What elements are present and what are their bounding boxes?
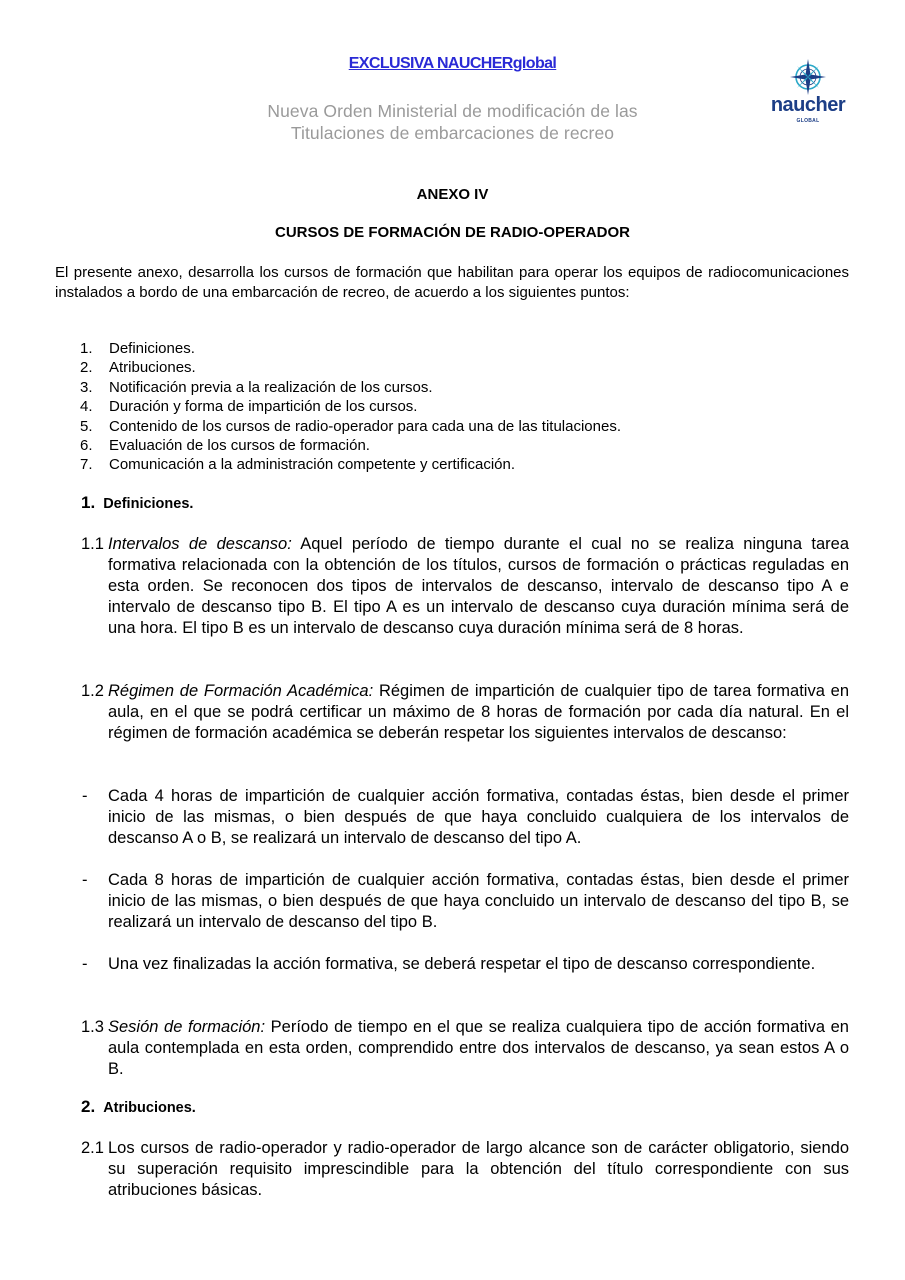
list-text: Duración y forma de impartición de los cursos. bbox=[109, 398, 418, 416]
list-item bbox=[80, 417, 621, 436]
list-number: 1. bbox=[80, 340, 93, 357]
clause-term: Régimen de Formación Académica: bbox=[108, 682, 374, 700]
section-1-heading bbox=[81, 493, 193, 513]
logo-text: naucher bbox=[770, 94, 846, 116]
document-subtitle bbox=[220, 100, 685, 144]
list-item bbox=[80, 436, 621, 455]
bullet-item: Cada 4 horas de impartición de cualquier acción formativa, contadas éstas, bien desde el primer inicio de las mismas, o bien después de que haya concluido cualquiera de los intervalos de descanso A o B, se realizará un intervalo de descanso del tipo A. bbox=[108, 787, 849, 847]
course-title: CURSOS DE FORMACIÓN DE RADIO-OPERADOR bbox=[274, 224, 630, 241]
bullet-dash: - bbox=[82, 871, 88, 889]
clause-text: Régimen de impartición de cualquier tipo de tarea formativa en aula, en el que se podrá certificar un máximo de 8 horas de formación por cada día natural. En el régimen de formación académica se deberán respetar los siguientes intervalos de descanso: bbox=[108, 682, 849, 742]
clause-number: 2.1 bbox=[81, 1139, 104, 1157]
clause-2-1: Los cursos de radio-operador y radio-operador de largo alcance son de carácter obligatorio, siendo su superación requisito imprescindible para la obtención del título correspondiente con sus atribuciones básicas. bbox=[108, 1139, 849, 1199]
clause-1-1 bbox=[108, 534, 849, 639]
exclusive-link[interactable]: EXCLUSIVA NAUCHERglobal bbox=[348, 55, 557, 72]
list-text: Notificación previa a la realización de los cursos. bbox=[109, 378, 433, 396]
clause-1-3 bbox=[108, 1017, 849, 1080]
subtitle-line-1: Nueva Orden Ministerial de modificación de las bbox=[267, 101, 638, 121]
clause-number: 1.2 bbox=[81, 682, 104, 700]
compass-rose-icon bbox=[762, 58, 854, 98]
clause-term: Sesión de formación: bbox=[108, 1018, 266, 1036]
list-item bbox=[80, 397, 621, 416]
bullet-item: Cada 8 horas de impartición de cualquier acción formativa, contadas éstas, bien desde el primer inicio de las mismas, o bien después de que haya concluido un intervalo de descanso del tipo B, se realizará un intervalo de descanso del tipo B. bbox=[108, 871, 849, 931]
list-item bbox=[80, 358, 621, 377]
clause-number: 1.1 bbox=[81, 535, 104, 553]
section-number: 2. bbox=[81, 1097, 96, 1116]
subtitle-line-2: Titulaciones de embarcaciones de recreo bbox=[290, 123, 615, 143]
clause-term: Intervalos de descanso: bbox=[108, 535, 292, 553]
list-number: 7. bbox=[80, 456, 93, 474]
clause-text: Período de tiempo en el que se realiza cualquiera tipo de acción formativa en aula contemplada en esta orden, comprendido entre dos intervalos de descanso, ya sean estos A o B. bbox=[108, 1018, 849, 1078]
bullet-dash: - bbox=[82, 787, 88, 805]
clause-number: 1.3 bbox=[81, 1018, 104, 1036]
clause-text: Aquel período de tiempo durante el cual no se realiza ninguna tarea formativa relacionada con la obtención de los títulos, cursos de formación o prácticas reguladas en esta orden. Se reconocen dos tipos de intervalos de descanso, intervalo de descanso tipo A e intervalo de descanso tipo B. El tipo A es un intervalo de descanso cuya duración mínima será de una hora. El tipo B es un intervalo de descanso cuya duración mínima será de 8 horas. bbox=[108, 535, 849, 637]
list-text: Definiciones. bbox=[109, 340, 195, 357]
list-number: 2. bbox=[80, 359, 93, 377]
list-text: Comunicación a la administración competente y certificación. bbox=[109, 456, 516, 474]
contents-list bbox=[80, 339, 621, 475]
naucher-logo bbox=[762, 58, 854, 126]
list-number: 4. bbox=[80, 398, 93, 416]
section-2-heading bbox=[81, 1097, 196, 1117]
section-number: 1. bbox=[81, 493, 96, 512]
section-title: Atribuciones. bbox=[103, 1100, 196, 1116]
list-item bbox=[80, 455, 621, 474]
list-number: 3. bbox=[80, 378, 93, 396]
intro-paragraph: El presente anexo, desarrolla los cursos de formación que habilitan para operar los equipos de radiocomunicaciones instalados a bordo de una embarcación de recreo, de acuerdo a los siguientes puntos: bbox=[55, 264, 849, 301]
section-title: Definiciones. bbox=[103, 496, 194, 512]
list-text: Contenido de los cursos de radio-operador para cada una de las titulaciones. bbox=[109, 417, 621, 435]
list-text: Evaluación de los cursos de formación. bbox=[109, 437, 370, 455]
annex-title: ANEXO IV bbox=[416, 186, 489, 203]
list-number: 6. bbox=[80, 437, 93, 455]
list-item bbox=[80, 339, 621, 358]
clause-1-2 bbox=[108, 681, 849, 744]
list-number: 5. bbox=[80, 417, 93, 435]
bullet-item: Una vez finalizadas la acción formativa, se deberá respetar el tipo de descanso correspondiente. bbox=[108, 955, 816, 973]
bullet-dash: - bbox=[82, 955, 88, 973]
list-text: Atribuciones. bbox=[109, 359, 196, 377]
logo-subtext: GLOBAL bbox=[796, 118, 820, 124]
list-item bbox=[80, 378, 621, 397]
